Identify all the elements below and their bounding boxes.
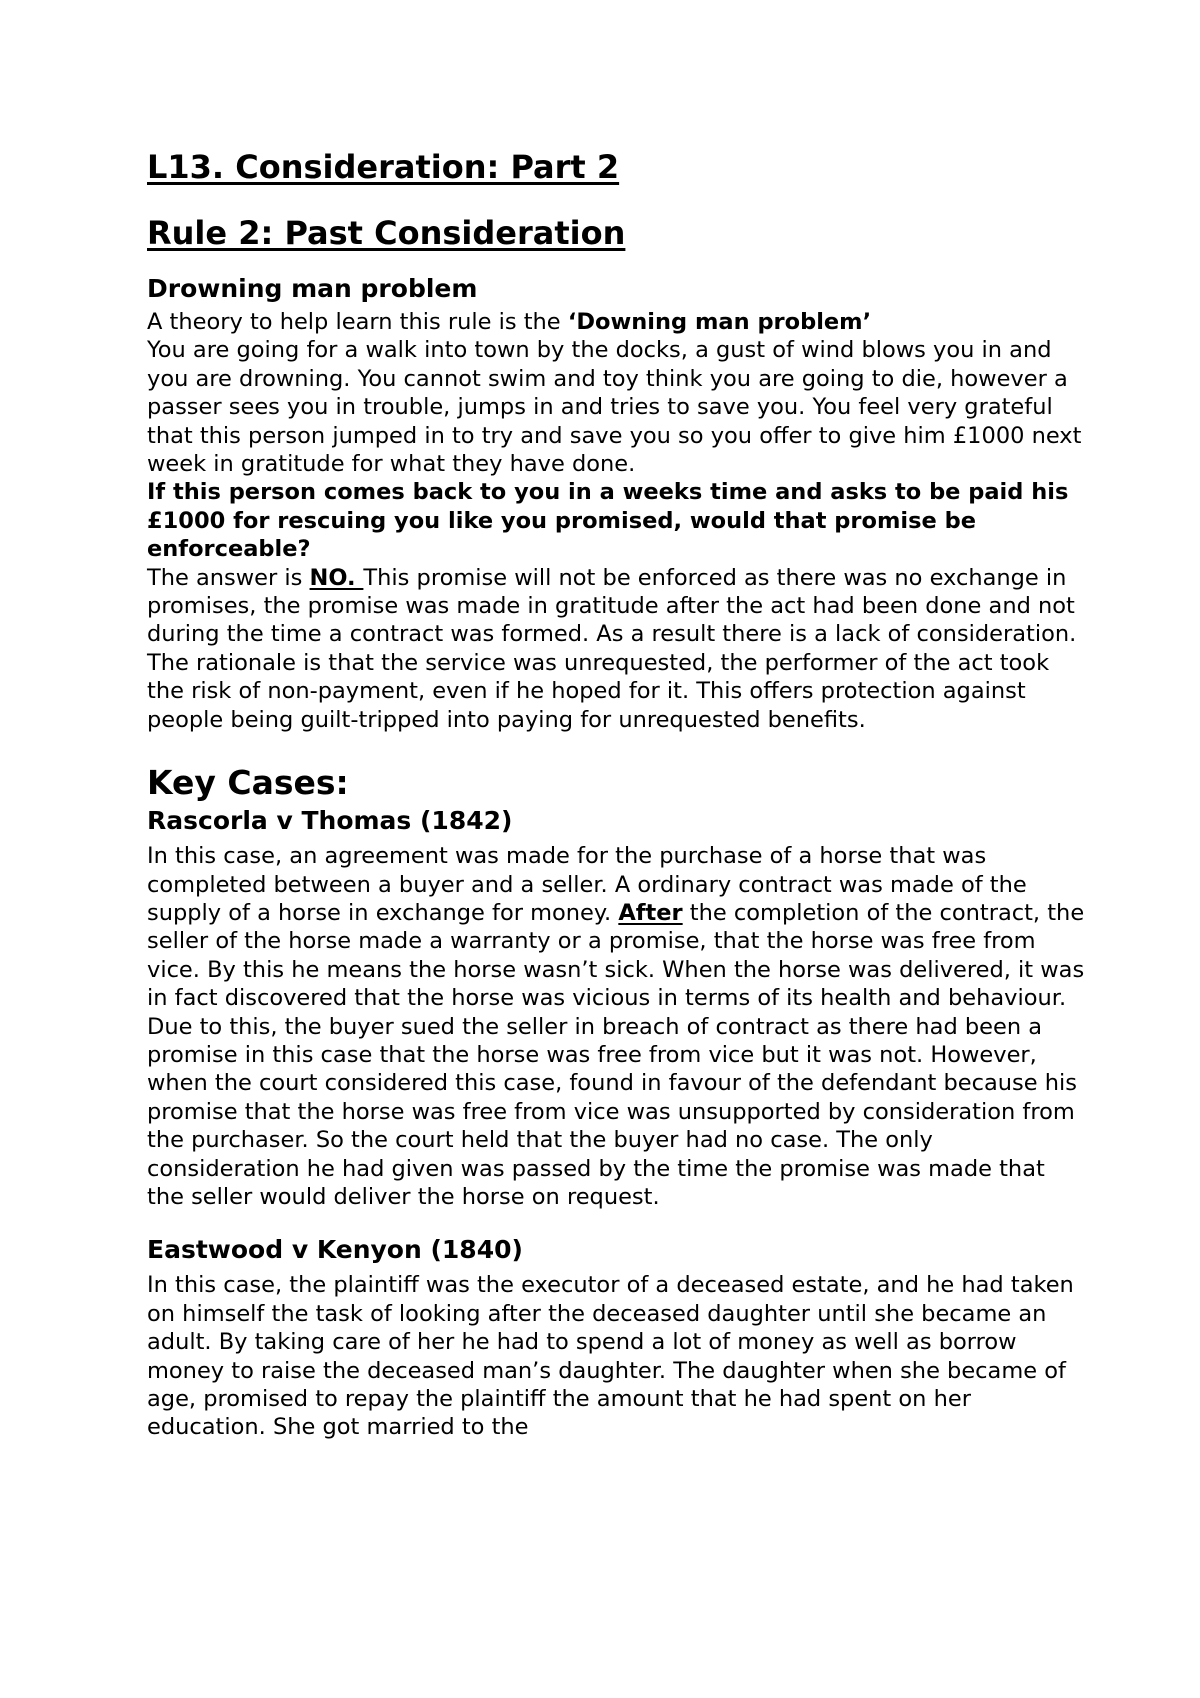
page-title: L13. Consideration: Part 2 (147, 148, 620, 186)
case-text-after: the completion of the contract, the seller of the horse made a warranty or a promise, that the horse was free from vice. By this he means the horse wasn’t sick. When the horse was delivered, it was in fact discovered that the horse was vicious in terms of its health and behaviour. Due to this, the buyer sued the seller in breach of contract as there had been a promise in this case that the horse was free from vice but it was not. However, when the court considered this case, found in favour of the defendant because his promise that the horse was free from vice was unsupported by consideration from the purchaser. So the court held that the buyer had no case. The only consideration he had given was passed by the time the promise was made that the seller would deliver the horse on request. (147, 899, 1085, 1210)
drowning-answer (147, 564, 1087, 649)
drowning-rationale: The rationale is that the service was unrequested, the performer of the act took the risk of non-payment, even if he hoped for it. This offers protection against people being guilt-tripped into paying for unrequested benefits. (147, 649, 1050, 733)
answer-prefix: The answer is (147, 564, 310, 591)
case-heading-rascorla: Rascorla v Thomas (1842) (147, 806, 513, 836)
case-eastwood (147, 1233, 1087, 1441)
rule-heading: Rule 2: Past Consideration (147, 214, 626, 252)
document-page (147, 146, 1087, 1442)
answer-rest: This promise will not be enforced as there was no exchange in promises, the promise was made in gratitude after the act had been done and not during the time a contract was formed. As a result there is a lack of consideration. (147, 564, 1077, 648)
case-text-before: In this case, an agreement was made for the purchase of a horse that was completed between a buyer and a seller. A ordinary contract was made of the supply of a horse in exchange for money. (147, 843, 1027, 926)
case-text-rascorla (147, 842, 1087, 1211)
key-cases-section (147, 762, 1087, 1442)
case-heading-eastwood: Eastwood v Kenyon (1840) (147, 1235, 523, 1265)
answer-no: NO. (309, 564, 364, 591)
drowning-man-section (147, 272, 1087, 734)
drowning-question: If this person comes back to you in a weeks time and asks to be paid his £1000 for rescuing you like you promised, would that promise be enforceable? (147, 479, 1069, 563)
key-cases-heading: Key Cases: (147, 763, 349, 803)
drowning-scenario: You are going for a walk into town by the docks, a gust of wind blows you in and you are drowning. You cannot swim and toy think you are going to die, however a passer sees you in trouble, jumps in and tries to save you. You feel very grateful that this person jumped in to try and save you so you offer to give him £1000 next week in gratitude for what they have done. (147, 337, 1082, 478)
drowning-intro-bold: ‘Downing man problem’ (567, 309, 872, 335)
case-text-emphasis: After (618, 899, 683, 926)
case-text-eastwood: In this case, the plaintiff was the executor of a deceased estate, and he had taken on himself the task of looking after the deceased daughter until she became an adult. By taking care of her he had to spend a lot of money as well as borrow money to raise the deceased man’s daughter. The daughter when she became of age, promised to repay the plaintiff the amount that he had spent on her education. She got married to the (147, 1272, 1074, 1441)
drowning-intro (147, 308, 1087, 336)
drowning-intro-text: A theory to help learn this rule is the (147, 309, 568, 335)
drowning-heading: Drowning man problem (147, 274, 478, 303)
case-rascorla (147, 804, 1087, 1211)
